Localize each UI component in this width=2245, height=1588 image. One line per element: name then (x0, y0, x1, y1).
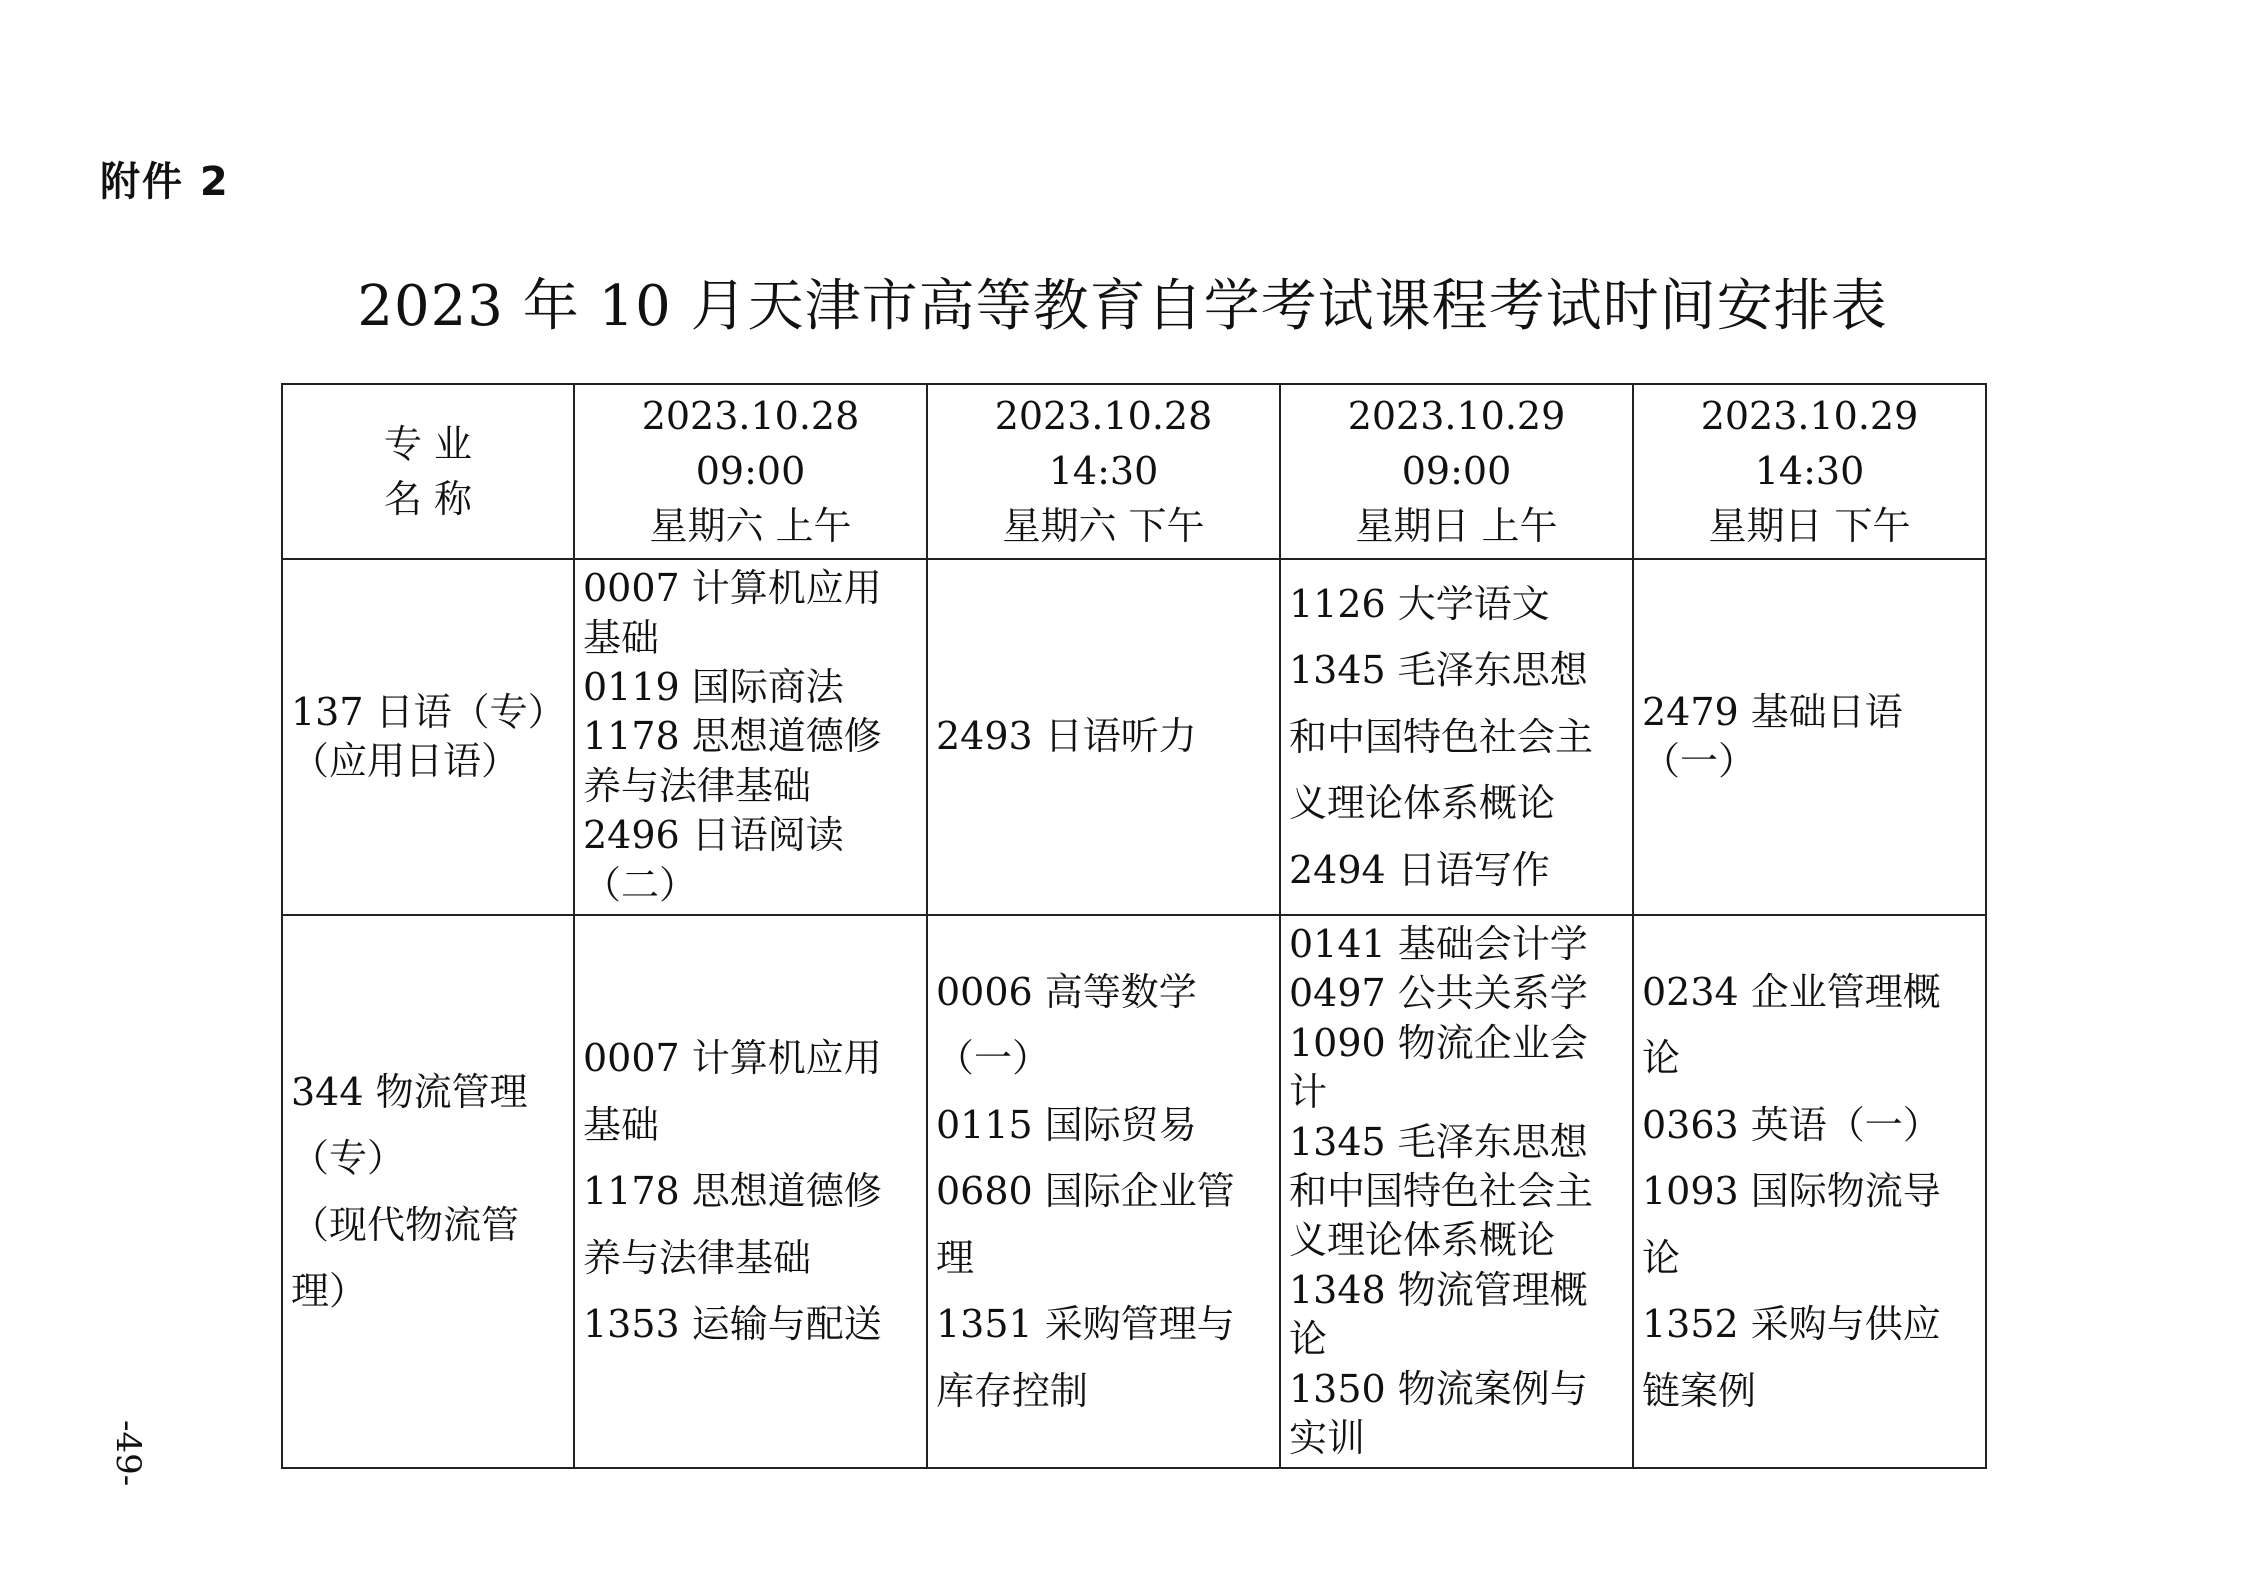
header-session-3 (1280, 384, 1633, 559)
course-item: 1178 思想道德修养与法律基础 (583, 714, 882, 808)
course-item: 2494 日语写作 (1289, 847, 1550, 892)
major-cell (282, 915, 574, 1468)
course-cell (927, 915, 1280, 1468)
major-name: 344 物流管理（专） (291, 1069, 528, 1181)
session-day: 星期日 上午 (1355, 504, 1558, 549)
course-item: 1351 采购管理与库存控制 (936, 1302, 1235, 1413)
header-session-1 (574, 384, 927, 559)
course-item: 2479 基础日语（一） (1642, 689, 1903, 784)
table-row-japanese (282, 559, 1986, 915)
table-row-logistics (282, 915, 1986, 1468)
course-cell (1633, 915, 1986, 1468)
course-item: 1345 毛泽东思想和中国特色社会主义理论体系概论 (1289, 1119, 1594, 1263)
course-cell (1280, 915, 1633, 1468)
course-item: 2496 日语阅读（二） (583, 813, 844, 907)
course-item: 0497 公共关系学 (1289, 971, 1588, 1016)
course-item: 0115 国际贸易 (936, 1102, 1197, 1147)
course-item: 0363 英语（一） (1642, 1102, 1941, 1147)
course-item: 0680 国际企业管理 (936, 1169, 1235, 1280)
course-item: 0234 企业管理概论 (1642, 969, 1941, 1081)
major-subname: （应用日语） (291, 739, 520, 784)
course-cell (574, 915, 927, 1468)
course-cell (1633, 559, 1986, 915)
header-session-2 (927, 384, 1280, 559)
table-header-row (282, 384, 1986, 559)
attachment-label: 附件 2 (100, 159, 230, 205)
exam-schedule-table (281, 383, 1987, 1469)
session-datetime: 2023.10.29 09:00 (1347, 394, 1566, 494)
course-item: 2493 日语听力 (936, 714, 1197, 759)
course-cell (1280, 559, 1633, 915)
course-item: 0141 基础会计学 (1289, 922, 1588, 967)
course-cell (927, 559, 1280, 915)
header-name-label: 名 称 (383, 476, 473, 521)
course-item: 1126 大学语文 (1289, 581, 1550, 626)
session-datetime: 2023.10.28 14:30 (994, 394, 1213, 494)
header-major-name (282, 384, 574, 559)
session-datetime: 2023.10.29 14:30 (1700, 394, 1919, 494)
course-cell (574, 559, 927, 915)
course-item: 0006 高等数学（一） (936, 969, 1197, 1081)
course-item: 1090 物流企业会计 (1289, 1020, 1588, 1115)
course-item: 1348 物流管理概论 (1289, 1267, 1588, 1362)
header-session-4 (1633, 384, 1986, 559)
session-day: 星期六 下午 (1002, 504, 1205, 549)
course-item: 0007 计算机应用基础 (583, 566, 882, 660)
course-item: 1345 毛泽东思想和中国特色社会主义理论体系概论 (1289, 648, 1594, 826)
course-item: 0007 计算机应用基础 (583, 1036, 882, 1147)
session-datetime: 2023.10.28 09:00 (641, 394, 860, 494)
course-item: 0119 国际商法 (583, 665, 844, 710)
course-item: 1350 物流案例与实训 (1289, 1366, 1588, 1460)
course-item: 1352 采购与供应链案例 (1642, 1302, 1941, 1413)
course-item: 1093 国际物流导论 (1642, 1169, 1941, 1280)
session-day: 星期日 下午 (1708, 504, 1911, 549)
major-subname: （现代物流管理） (291, 1202, 520, 1314)
major-name: 137 日语（专） (291, 689, 566, 734)
document-title: 2023 年 10 月天津市高等教育自学考试课程考试时间安排表 (357, 274, 1888, 339)
header-major-label: 专 业 (383, 421, 473, 466)
page-number: -49- (108, 1420, 148, 1487)
session-day: 星期六 上午 (649, 504, 852, 549)
course-item: 1353 运输与配送 (583, 1302, 882, 1347)
course-item: 1178 思想道德修养与法律基础 (583, 1169, 882, 1280)
major-cell (282, 559, 574, 915)
